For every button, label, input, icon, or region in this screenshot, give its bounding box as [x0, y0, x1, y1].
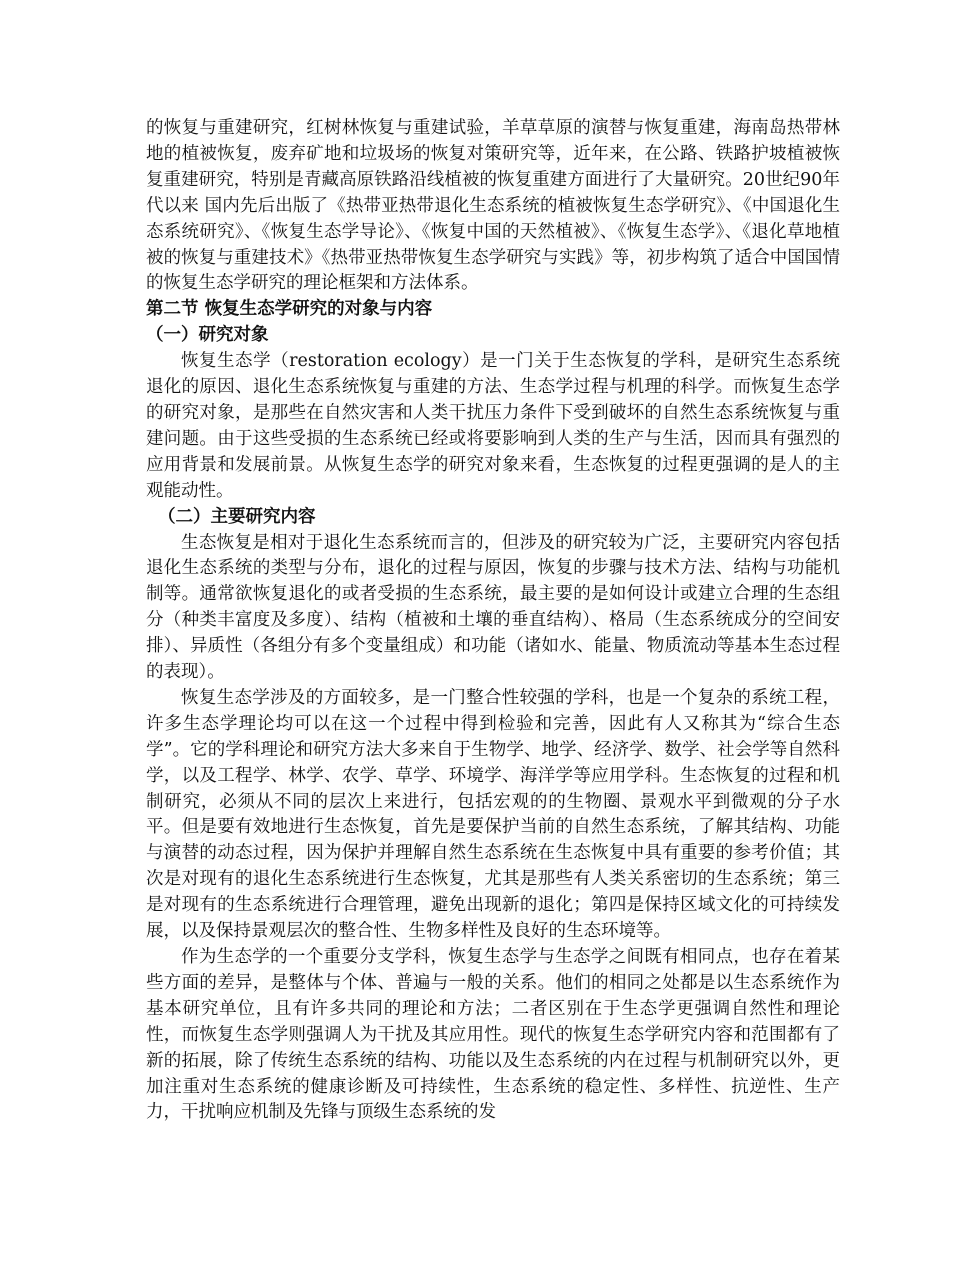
- section-title: 第二节 恢复生态学研究的对象与内容: [146, 299, 433, 320]
- main-content-paragraph-2: 恢复生态学涉及的方面较多，是一门整合性较强的学科，也是一个复杂的系统工程，许多生态学理论均可以在这一个过程中得到检验和完善，因此有人又称其为“综合生态学”。它的学科理论和研究方法大多来自于生物学、地学、经济学、数学、社会学等自然科学，以及工程学、林学、农学、草学、环境学、海洋学等应用学科。生态恢复的过程和机制研究，必须从不同的层次上来进行，包括宏观的的生物圈、景观水平到微观的分子水平。但是要有效地进行生态恢复，首先是要保护当前的自然生态系统，了解其结构、功能与演替的动态过程，因为保护并理解自然生态系统在生态恢复中具有重要的参考价值；其次是对现有的退化生态系统进行生态恢复，尤其是那些有人类关系密切的生态系统；第三是对现有的生态系统进行合理管理，避免出现新的退化；第四是保持区域文化的可持续发展，以及保持景观层次的整合性、生物多样性及良好的生态环境等。: [146, 687, 840, 942]
- document-body: [146, 116, 840, 1126]
- subsection-title-research-object: （一）研究对象: [146, 325, 269, 346]
- subsection-title-main-content: （二）主要研究内容: [158, 506, 316, 527]
- intro-paragraph: 的恢复与重建研究，红树林恢复与重建试验，羊草草原的演替与恢复重建，海南岛热带林地的植被恢复，废弃矿地和垃圾场的恢复对策研究等，近年来，在公路、铁路护坡植被恢复重建研究，特别是青藏高原铁路沿线植被的恢复重建方面进行了大量研究。20世纪90年代以来 国内先后出版了《热带亚热带退化生态系统的植被恢复生态学研究》、《中国退化生态系统研究》、《恢复生态学导论》、《恢复中国的天然植被》、《恢复生态学》、《退化草地植被的恢复与重建技术》《热带亚热带恢复生态学研究与实践》等，初步构筑了适合中国国情的恢复生态学研究的理论框架和方法体系。: [146, 118, 840, 294]
- research-object-paragraph: 恢复生态学（restoration ecology）是一门关于生态恢复的学科，是研究生态系统退化的原因、退化生态系统恢复与重建的方法、生态学过程与机理的科学。而恢复生态学的研究对象，是那些在自然灾害和人类干扰压力条件下受到破坏的自然生态系统恢复与重建问题。由于这些受损的生态系统已经或将要影响到人类的生产与生活，因而具有强烈的应用背景和发展前景。从恢复生态学的研究对象来看，生态恢复的过程更强调的是人的主观能动性。: [146, 351, 840, 501]
- main-content-paragraph-1: 生态恢复是相对于退化生态系统而言的，但涉及的研究较为广泛，主要研究内容包括退化生态系统的类型与分布，退化的过程与原因，恢复的步骤与技术方法、结构与功能机制等。通常欲恢复退化的或者受损的生态系统，最主要的是如何设计或建立合理的生态组分（种类丰富度及多度）、结构（植被和土壤的垂直结构）、格局（生态系统成分的空间安排）、异质性（各组分有多个变量组成）和功能（诸如水、能量、物质流动等基本生态过程的表现）。: [146, 532, 840, 683]
- main-content-paragraph-3: 作为生态学的一个重要分支学科，恢复生态学与生态学之间既有相同点，也存在着某些方面的差异，是整体与个体、普遍与一般的关系。他们的相同之处都是以生态系统作为基本研究单位，且有许多共同的理论和方法；二者区别在于生态学更强调自然性和理论性，而恢复生态学则强调人为干扰及其应用性。现代的恢复生态学研究内容和范围都有了新的拓展，除了传统生态系统的结构、功能以及生态系统的内在过程与机制研究以外，更加注重对生态系统的健康诊断及可持续性，生态系统的稳定性、多样性、抗逆性、生产力，干扰响应机制及先锋与顶级生态系统的发: [146, 947, 840, 1123]
